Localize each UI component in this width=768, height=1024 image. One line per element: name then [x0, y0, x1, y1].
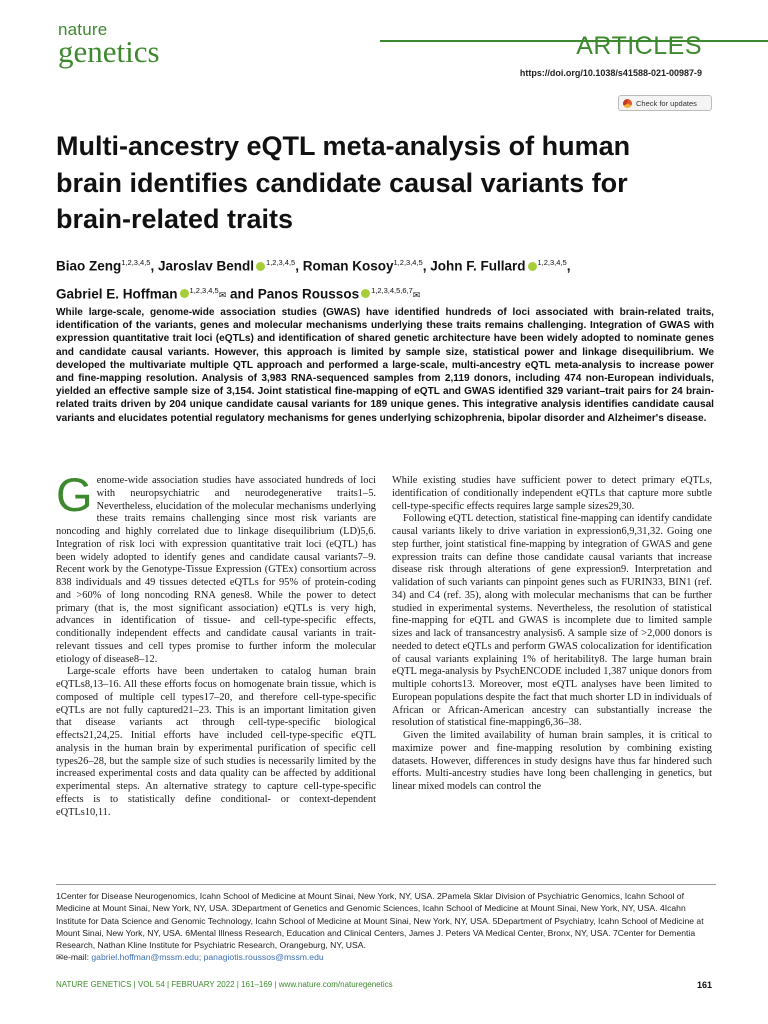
author-list: Biao Zeng$^{1,2,3,4,5}$, Jaroslav Bendl $^{1,2,3,4,5}$, Roman Kosoy$^{1,2,3,4,5}$, John F. Fullard $^{1,2,3,4,5}$, Gabriel E. Hoffman $^{1,2,3,4,5}$✉ and Panos Roussos $^{1,2,3,4,5,6,7}$✉	[56, 251, 716, 307]
author-affiliations: 1,2,3,4,5	[393, 258, 423, 267]
email-links[interactable]: gabriel.hoffman@mssm.edu; panagiotis.roussos@mssm.edu	[91, 952, 324, 962]
body-paragraph	[56, 468, 376, 666]
drop-cap: G	[56, 468, 93, 521]
correspondence	[56, 952, 324, 963]
body-column-right	[392, 475, 712, 794]
author-name[interactable]: Jaroslav Bendl	[157, 258, 255, 274]
logo-line2: genetics	[58, 34, 160, 69]
body-paragraph: Large-scale efforts have been undertaken to catalog human brain eQTLs8,13–16. All these efforts focus on homogenate brain tissue, which is composed of multiple cell types17–20, and therefore cell-type-specific eQTLs are not fully captured21–23. This is an important limitation given that disease variants act through cell-type-specific biological effects21,24,25. Initial efforts have included cell-type-specific eQTL analysis in the human brain by experimental purification of specific cell types26–28, but the sample size of such studies is necessarily limited by the increased experimental costs and data quality can be affected by additional experimental steps. An alternative strategy to capture cell-type-specific effects is to statistically define conditional- or context-dependent eQTLs10,11.	[56, 666, 376, 818]
journal-header	[0, 0, 768, 108]
check-updates-label: Check for updates	[636, 98, 697, 108]
author-affiliations: 1,2,3,4,5	[537, 258, 567, 267]
journal-footer: NATURE GENETICS | VOL 54 | FEBRUARY 2022 | 161–169 | www.nature.com/naturegenetics	[56, 980, 393, 989]
author-affiliations: 1,2,3,4,5	[189, 285, 219, 295]
body-paragraph: Given the limited availability of human brain samples, it is critical to maximize power and fine-mapping resolution by combining existing datasets. However, differences in study designs have thus far hindered such efforts. Multi-ancestry studies have long been challenging in genetics, but linear mixed models can control the	[392, 730, 712, 792]
orcid-icon[interactable]	[256, 262, 265, 271]
orcid-icon[interactable]	[361, 289, 370, 298]
section-label: ARTICLES	[576, 32, 702, 60]
body-column-left	[56, 468, 376, 819]
check-updates-button[interactable]	[618, 95, 712, 111]
journal-logo[interactable]	[58, 20, 160, 69]
body-paragraph: While existing studies have sufficient power to detect primary eQTLs, identification of conditionally independent eQTLs that capture more subtle cell-type-specific effects requires large sample sizes29,30.	[392, 475, 712, 512]
orcid-icon[interactable]	[528, 262, 537, 271]
article-title: Multi-ancestry eQTL meta-analysis of human brain identifies candidate causal variants for brain-related traits	[56, 131, 631, 234]
envelope-icon: ✉	[56, 952, 64, 962]
affiliations: 1Center for Disease Neurogenomics, Icahn School of Medicine at Mount Sinai, New York, NY, USA. 2Pamela Sklar Division of Psychiatric Genomics, Icahn School of Medicine at Mount Sinai, New York, NY, USA. 3Department of Genetics and Genomic Sciences, Icahn School of Medicine at Mount Sinai, New York, NY, USA. 4Icahn Institute for Data Science and Genomic Technology, Icahn School of Medicine at Mount Sinai, New York, NY, USA. 5Department of Psychiatry, Icahn School of Medicine at Mount Sinai, New York, NY, USA. 6Mental Illness Research, Education and Clinical Centers, James J. Peters VA Medical Center, Bronx, NY, USA. 7Center for Dementia Research, Nathan Kline Institute for Psychiatric Research, Orangeburg, NY, USA.	[56, 891, 704, 951]
author-name[interactable]: Biao Zeng	[56, 258, 122, 274]
author-name[interactable]: Panos Roussos	[257, 286, 360, 301]
orcid-icon[interactable]	[180, 289, 189, 298]
footnote-rule	[56, 884, 716, 885]
author-affiliations: 1,2,3,4,5	[266, 258, 296, 267]
crossmark-icon	[623, 99, 632, 108]
email-label: e-mail:	[63, 952, 92, 962]
page-number: 161	[696, 980, 712, 990]
body-paragraph: Following eQTL detection, statistical fine-mapping can identify candidate causal variants likely to drive variation in expression6,9,31,32. Going one step further, joint statistical fine-mapping by integration of GWAS and gene expression traits can define those candidate causal variants that increase disease risk through alterations of gene expression9. Interpretation and validation of such variants can pinpoint genes such as FURIN33, BIN1 (ref. 34) and C4 (ref. 35), along with molecular mechanisms that can be further studied in experimental systems. Nevertheless, the resolution of statistical fine-mapping for eQTL and GWAS is incomplete due to limited sample sizes and lack of transancestry analysis6. A sample size of >2,000 donors is needed to detect eQTLs and perform GWAS colocalization for identification of causal variants explaining 1% of heritability8. The large human brain eQTL mega-analysis by PsychENCODE included 1,387 unique donors from multiple cohorts13. Moreover, most eQTL analyses have been limited to European populations despite the fact that much shorter LD in individuals of African or African-American ancestry can substantially increase the resolution of statistical fine-mapping6,36–38.	[392, 513, 712, 729]
author-affiliations: 1,2,3,4,5,6,7	[371, 285, 413, 295]
envelope-icon[interactable]: ✉	[412, 290, 421, 300]
abstract: While large-scale, genome-wide association studies (GWAS) have identified hundreds of loci associated with brain-related traits, identification of the variants, genes and molecular mechanisms underlying these traits remains challenging. Integration of GWAS with expression quantitative trait loci (eQTLs) and identification of shared genetic architecture have been widely adopted to nominate genes and candidate causal variants. However, this approach is limited by sample size, statistical power and linkage disequilibrium. We developed the multivariate multiple QTL approach and performed a large-scale, multi-ancestry eQTL meta-analysis to increase power and fine-mapping resolution. Analysis of 3,983 RNA-sequenced samples from 2,119 donors, including 474 non-European individuals, yielded an effective sample size of 3,154. Joint statistical fine-mapping of eQTL and GWAS identified 329 variant–trait pairs for 24 brain-related traits driven by 204 unique candidate causal variants for 189 unique genes. This integrative analysis identifies candidate causal variants and elucidates potential regulatory mechanisms for genes underlying schizophrenia, bipolar disorder and Alzheimer's disease.	[56, 307, 714, 424]
envelope-icon[interactable]: ✉	[218, 290, 227, 300]
doi-link[interactable]: https://doi.org/10.1038/s41588-021-00987-9	[519, 68, 702, 78]
paragraph-text: enome-wide association studies have associated hundreds of loci with neuropsychiatric and neurodegenerative traits1–5. Nevertheless, elucidation of the molecular mechanisms underlying these traits remains challenging since most risk variants are noncoding and highly correlated due to linkage disequilibrium (LD)5,6. Integration of risk loci with expression quantitative trait loci (eQTL) has been widely adopted to identify genes and candidate causal variants7–9. Recent work by the Genotype-Tissue Expression (GTEx) consortium across 838 individuals and 49 tissues detected eQTLs for 95% of protein-coding and >60% of long noncoding RNA genes8. While the power to detect primary (that is, the most significant association) eQTLs is very high, advances in identification of tissue- and cell-type-specific effects, conditionally independent effects and candidate causal variants in trait-relevant tissues and cell types promise to further inform the molecular etiology of disease8–12.	[56, 475, 376, 665]
author-name[interactable]: Gabriel E. Hoffman	[56, 286, 178, 301]
author-name[interactable]: John F. Fullard	[430, 258, 526, 274]
author-affiliations: 1,2,3,4,5	[121, 258, 151, 267]
section-rule	[380, 40, 768, 42]
logo-line1: nature	[58, 20, 108, 39]
author-name[interactable]: Roman Kosoy	[302, 258, 394, 274]
